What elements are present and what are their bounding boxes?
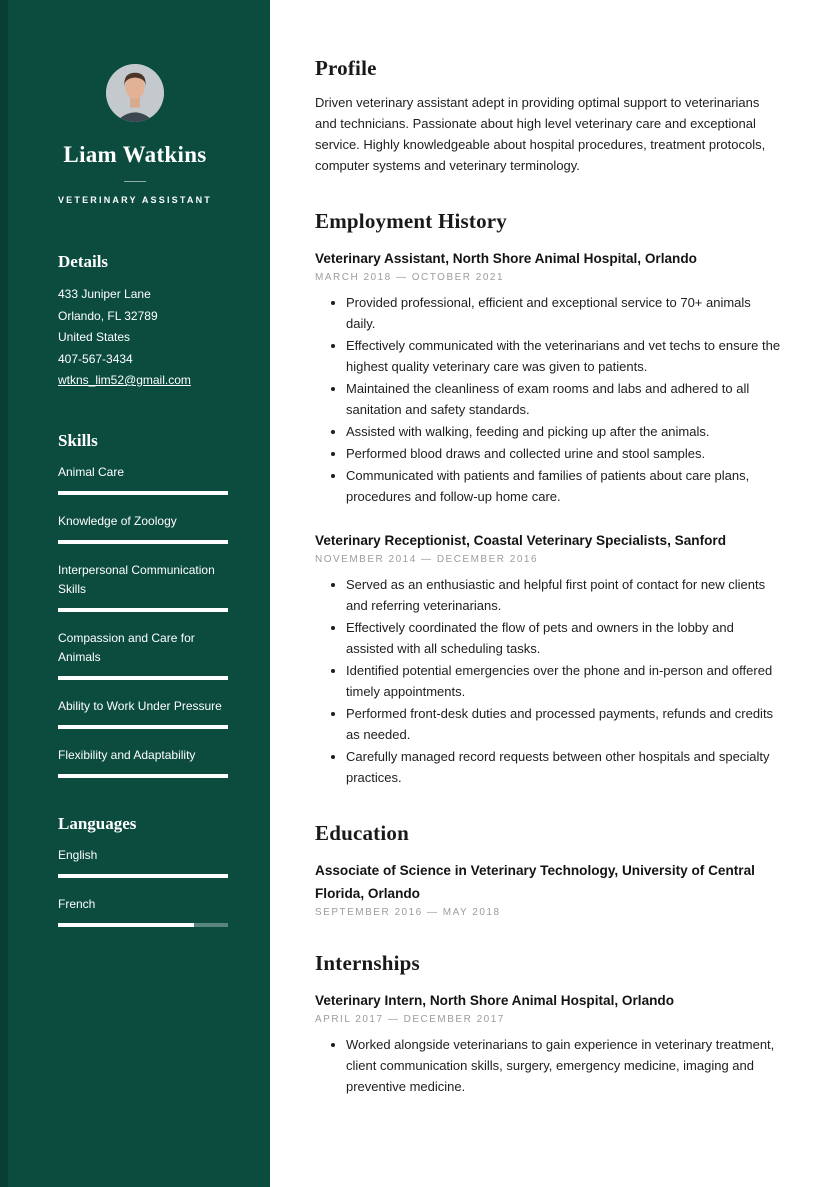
- languages-heading: Languages: [58, 813, 137, 833]
- internships-section: [315, 951, 782, 1097]
- sidebar-header: [0, 0, 270, 205]
- email-link[interactable]: wtkns_lim52@gmail.com: [58, 373, 191, 387]
- skills-heading: Skills: [58, 430, 98, 450]
- main-content: [270, 0, 840, 1187]
- skill-bar: [58, 540, 228, 544]
- address-line-2: Orlando, FL 32789: [58, 308, 158, 323]
- sidebar: [0, 0, 270, 1187]
- skill-bar-fill: [58, 540, 228, 544]
- name-divider: [124, 181, 146, 182]
- profile-text: Driven veterinary assistant adept in providing optimal support to veterinarians and technicians. Passionate about high level veterinary care and exceptional service. Highly knowledgeable about hospital procedures, treatment protocols, computer systems and veterinary terminology.: [315, 95, 766, 173]
- profile-photo-graphic: [106, 64, 164, 122]
- address-line-1: 433 Juniper Lane: [58, 287, 151, 301]
- skill-item: [58, 561, 228, 612]
- skill-label: Knowledge of Zoology: [58, 513, 177, 528]
- bullet-item: • Communicated with patients and families of patients about care plans, procedures and follow-up home care.: [346, 465, 782, 507]
- language-bar: [58, 923, 228, 927]
- skill-bar-fill: [58, 725, 228, 729]
- candidate-name: Liam Watkins: [63, 142, 207, 167]
- education-dates: SEPTEMBER 2016 — MAY 2018: [315, 907, 501, 918]
- language-bar-fill: [58, 874, 228, 878]
- job-entry: [315, 529, 782, 788]
- bullet-item: • Effectively coordinated the flow of pets and owners in the lobby and assisted with all scheduling tasks.: [346, 617, 782, 659]
- skill-bar-fill: [58, 774, 228, 778]
- skill-label: Ability to Work Under Pressure: [58, 698, 222, 713]
- profile-section: [315, 56, 782, 176]
- profile-photo: [106, 64, 164, 122]
- employment-section: [315, 209, 782, 788]
- internship-title: Veterinary Intern, North Shore Animal Hospital, Orlando: [315, 993, 675, 1008]
- job-title: Veterinary Assistant, North Shore Animal Hospital, Orlando: [315, 251, 697, 266]
- language-bar: [58, 874, 228, 878]
- skill-item: [58, 512, 228, 544]
- details-section: [0, 252, 270, 392]
- skill-item: [58, 746, 228, 778]
- education-title: Associate of Science in Veterinary Technology, University of Central Florida, Orlando: [315, 863, 755, 901]
- bullet-item: • Served as an enthusiastic and helpful first point of contact for new clients and referring veterinarians.: [346, 574, 782, 616]
- skill-bar-fill: [58, 676, 228, 680]
- profile-heading: Profile: [315, 56, 377, 80]
- skill-bar: [58, 491, 228, 495]
- skill-label: Flexibility and Adaptability: [58, 747, 196, 762]
- bullet-item: • Assisted with walking, feeding and picking up after the animals.: [346, 421, 782, 442]
- languages-section: [0, 814, 270, 927]
- skill-bar: [58, 608, 228, 612]
- internships-heading: Internships: [315, 951, 420, 975]
- employment-heading: Employment History: [315, 209, 508, 233]
- internship-dates: APRIL 2017 — DECEMBER 2017: [315, 1014, 505, 1025]
- job-entry: [315, 247, 782, 507]
- details-heading: Details: [58, 252, 109, 271]
- skill-item: [58, 629, 228, 680]
- job-bullet-list: [315, 574, 782, 788]
- internship-entry: [315, 989, 782, 1097]
- bullet-item: • Provided professional, efficient and exceptional service to 70+ animals daily.: [346, 292, 782, 334]
- job-dates: NOVEMBER 2014 — DECEMBER 2016: [315, 554, 539, 565]
- job-bullet-list: [315, 292, 782, 507]
- skill-bar: [58, 725, 228, 729]
- phone-number: 407-567-3434: [58, 351, 133, 366]
- bullet-item: • Effectively communicated with the veterinarians and vet techs to ensure the highest quality veterinary care was given to patients.: [346, 335, 782, 377]
- language-label: French: [58, 896, 96, 911]
- education-section: [315, 821, 782, 918]
- bullet-item: • Worked alongside veterinarians to gain experience in veterinary treatment, client communication skills, surgery, emergency medicine, imaging and preventive medicine.: [346, 1034, 782, 1097]
- bullet-item: • Performed front-desk duties and processed payments, refunds and credits as needed.: [346, 703, 782, 745]
- bullet-item: • Performed blood draws and collected urine and stool samples.: [346, 443, 782, 464]
- job-dates: MARCH 2018 — OCTOBER 2021: [315, 272, 505, 283]
- language-label: English: [58, 847, 98, 862]
- bullet-item: • Maintained the cleanliness of exam rooms and labs and adhered to all sanitation and safety standards.: [346, 378, 782, 420]
- skill-bar: [58, 774, 228, 778]
- skill-item: [58, 463, 228, 495]
- skill-bar: [58, 676, 228, 680]
- candidate-job-title: VETERINARY ASSISTANT: [57, 195, 212, 205]
- internship-bullet-list: [315, 1034, 782, 1097]
- education-heading: Education: [315, 821, 409, 845]
- language-item: [58, 846, 228, 878]
- skill-label: Compassion and Care for Animals: [58, 630, 195, 664]
- bullet-item: • Carefully managed record requests between other hospitals and specialty practices.: [346, 746, 782, 788]
- bullet-item: • Identified potential emergencies over the phone and in-person and offered timely appointments.: [346, 660, 782, 702]
- sidebar-edge-strip: [0, 0, 8, 1187]
- education-entry: [315, 859, 782, 918]
- skill-label: Interpersonal Communication Skills: [58, 562, 215, 596]
- skill-bar-fill: [58, 491, 228, 495]
- skill-bar-fill: [58, 608, 228, 612]
- country: United States: [58, 330, 131, 344]
- language-item: [58, 895, 228, 927]
- language-bar-fill: [58, 923, 194, 927]
- skill-label: Animal Care: [58, 464, 125, 479]
- job-title: Veterinary Receptionist, Coastal Veterinary Specialists, Sanford: [315, 533, 726, 548]
- skills-section: [0, 431, 270, 778]
- skill-item: [58, 697, 228, 729]
